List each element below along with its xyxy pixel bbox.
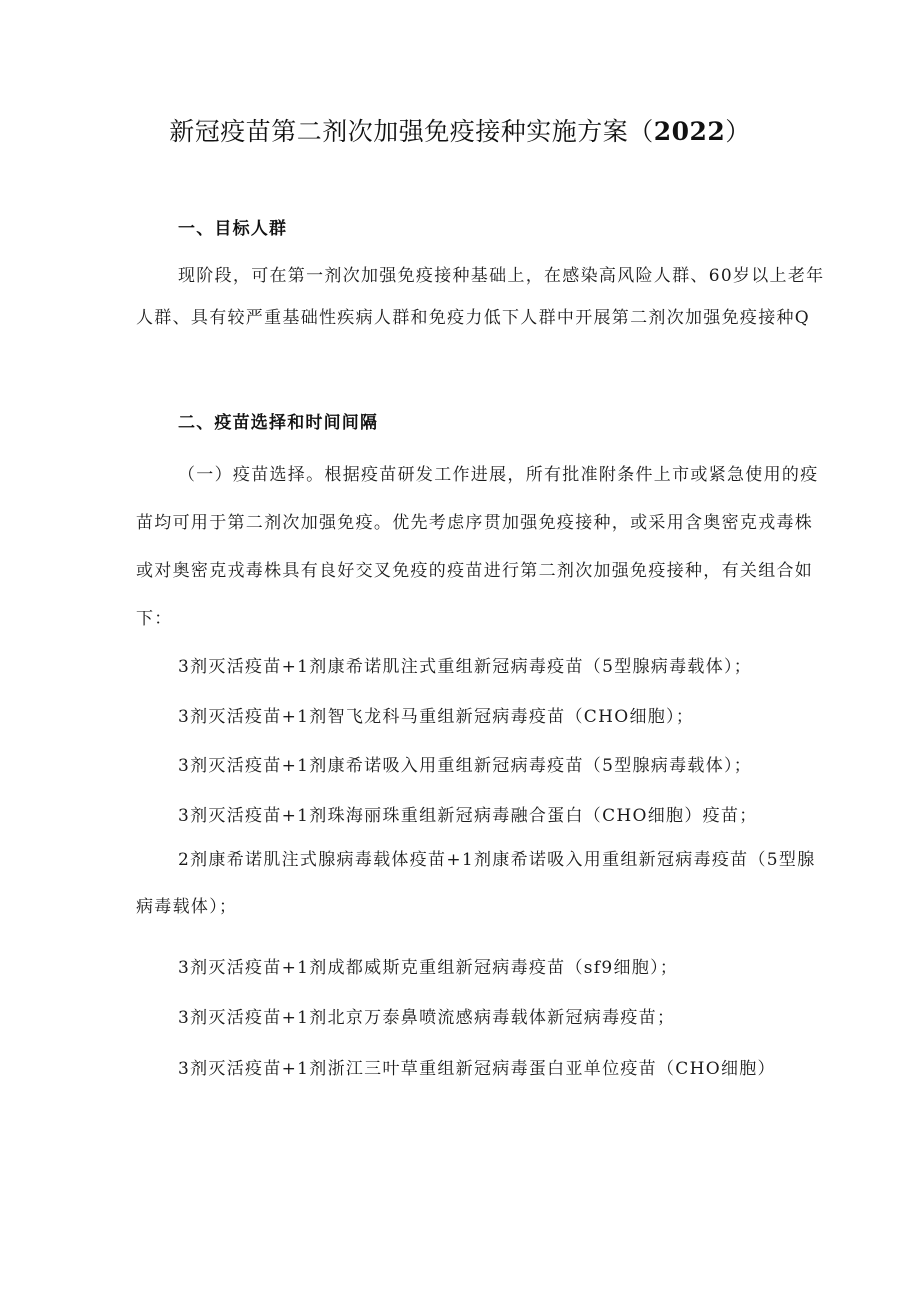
- combination-item-1: 3剂灭活疫苗+1剂康希诺肌注式重组新冠病毒疫苗（5型腺病毒载体）；: [178, 657, 753, 677]
- combination-item-2: 3剂灭活疫苗+1剂智飞龙科马重组新冠病毒疫苗（CHO细胞）；: [178, 707, 695, 727]
- title-main: 新冠疫苗第二剂次加强免疫接种实施方案（: [169, 117, 654, 146]
- combination-item-5: 2剂康希诺肌注式腺病毒载体疫苗+1剂康希诺吸入用重组新冠病毒疫苗（5型腺病毒载体）；: [136, 850, 816, 917]
- combination-item-4: 3剂灭活疫苗+1剂珠海丽珠重组新冠病毒融合蛋白（CHO细胞）疫苗；: [178, 806, 758, 826]
- title-end: ）: [725, 117, 751, 146]
- combination-item-3: 3剂灭活疫苗+1剂康希诺吸入用重组新冠病毒疫苗（5型腺病毒载体）；: [178, 756, 753, 776]
- section-paragraph-vaccine-selection: （一）疫苗选择。根据疫苗研发工作进展，所有批准附条件上市或紧急使用的疫苗均可用于第二剂次加强免疫。优先考虑序贯加强免疫接种，或采用含奥密克戎毒株或对奥密克戎毒株具有良好交叉免疫的疫苗进行第二剂次加强免疫接种，有关组合如下：: [136, 465, 819, 629]
- page-title: [0, 112, 920, 148]
- combination-item-7: 3剂灭活疫苗+1剂北京万泰鼻喷流感病毒载体新冠病毒疫苗；: [178, 1008, 676, 1028]
- title-year: 2022: [653, 117, 726, 146]
- section-paragraph-target-population: 现阶段，可在第一剂次加强免疫接种基础上，在感染高风险人群、60岁以上老年人群、具有较严重基础性疾病人群和免疫力低下人群中开展第二剂次加强免疫接种Q: [136, 266, 825, 328]
- combination-item-6: 3剂灭活疫苗+1剂成都威斯克重组新冠病毒疫苗（sf9细胞）；: [178, 958, 679, 978]
- combination-item-8: 3剂灭活疫苗+1剂浙江三叶草重组新冠病毒蛋白亚单位疫苗（CHO细胞）: [178, 1059, 776, 1079]
- section-heading-target-population: 一、目标人群: [178, 219, 288, 239]
- section-heading-vaccine-selection: 二、疫苗选择和时间间隔: [178, 413, 379, 433]
